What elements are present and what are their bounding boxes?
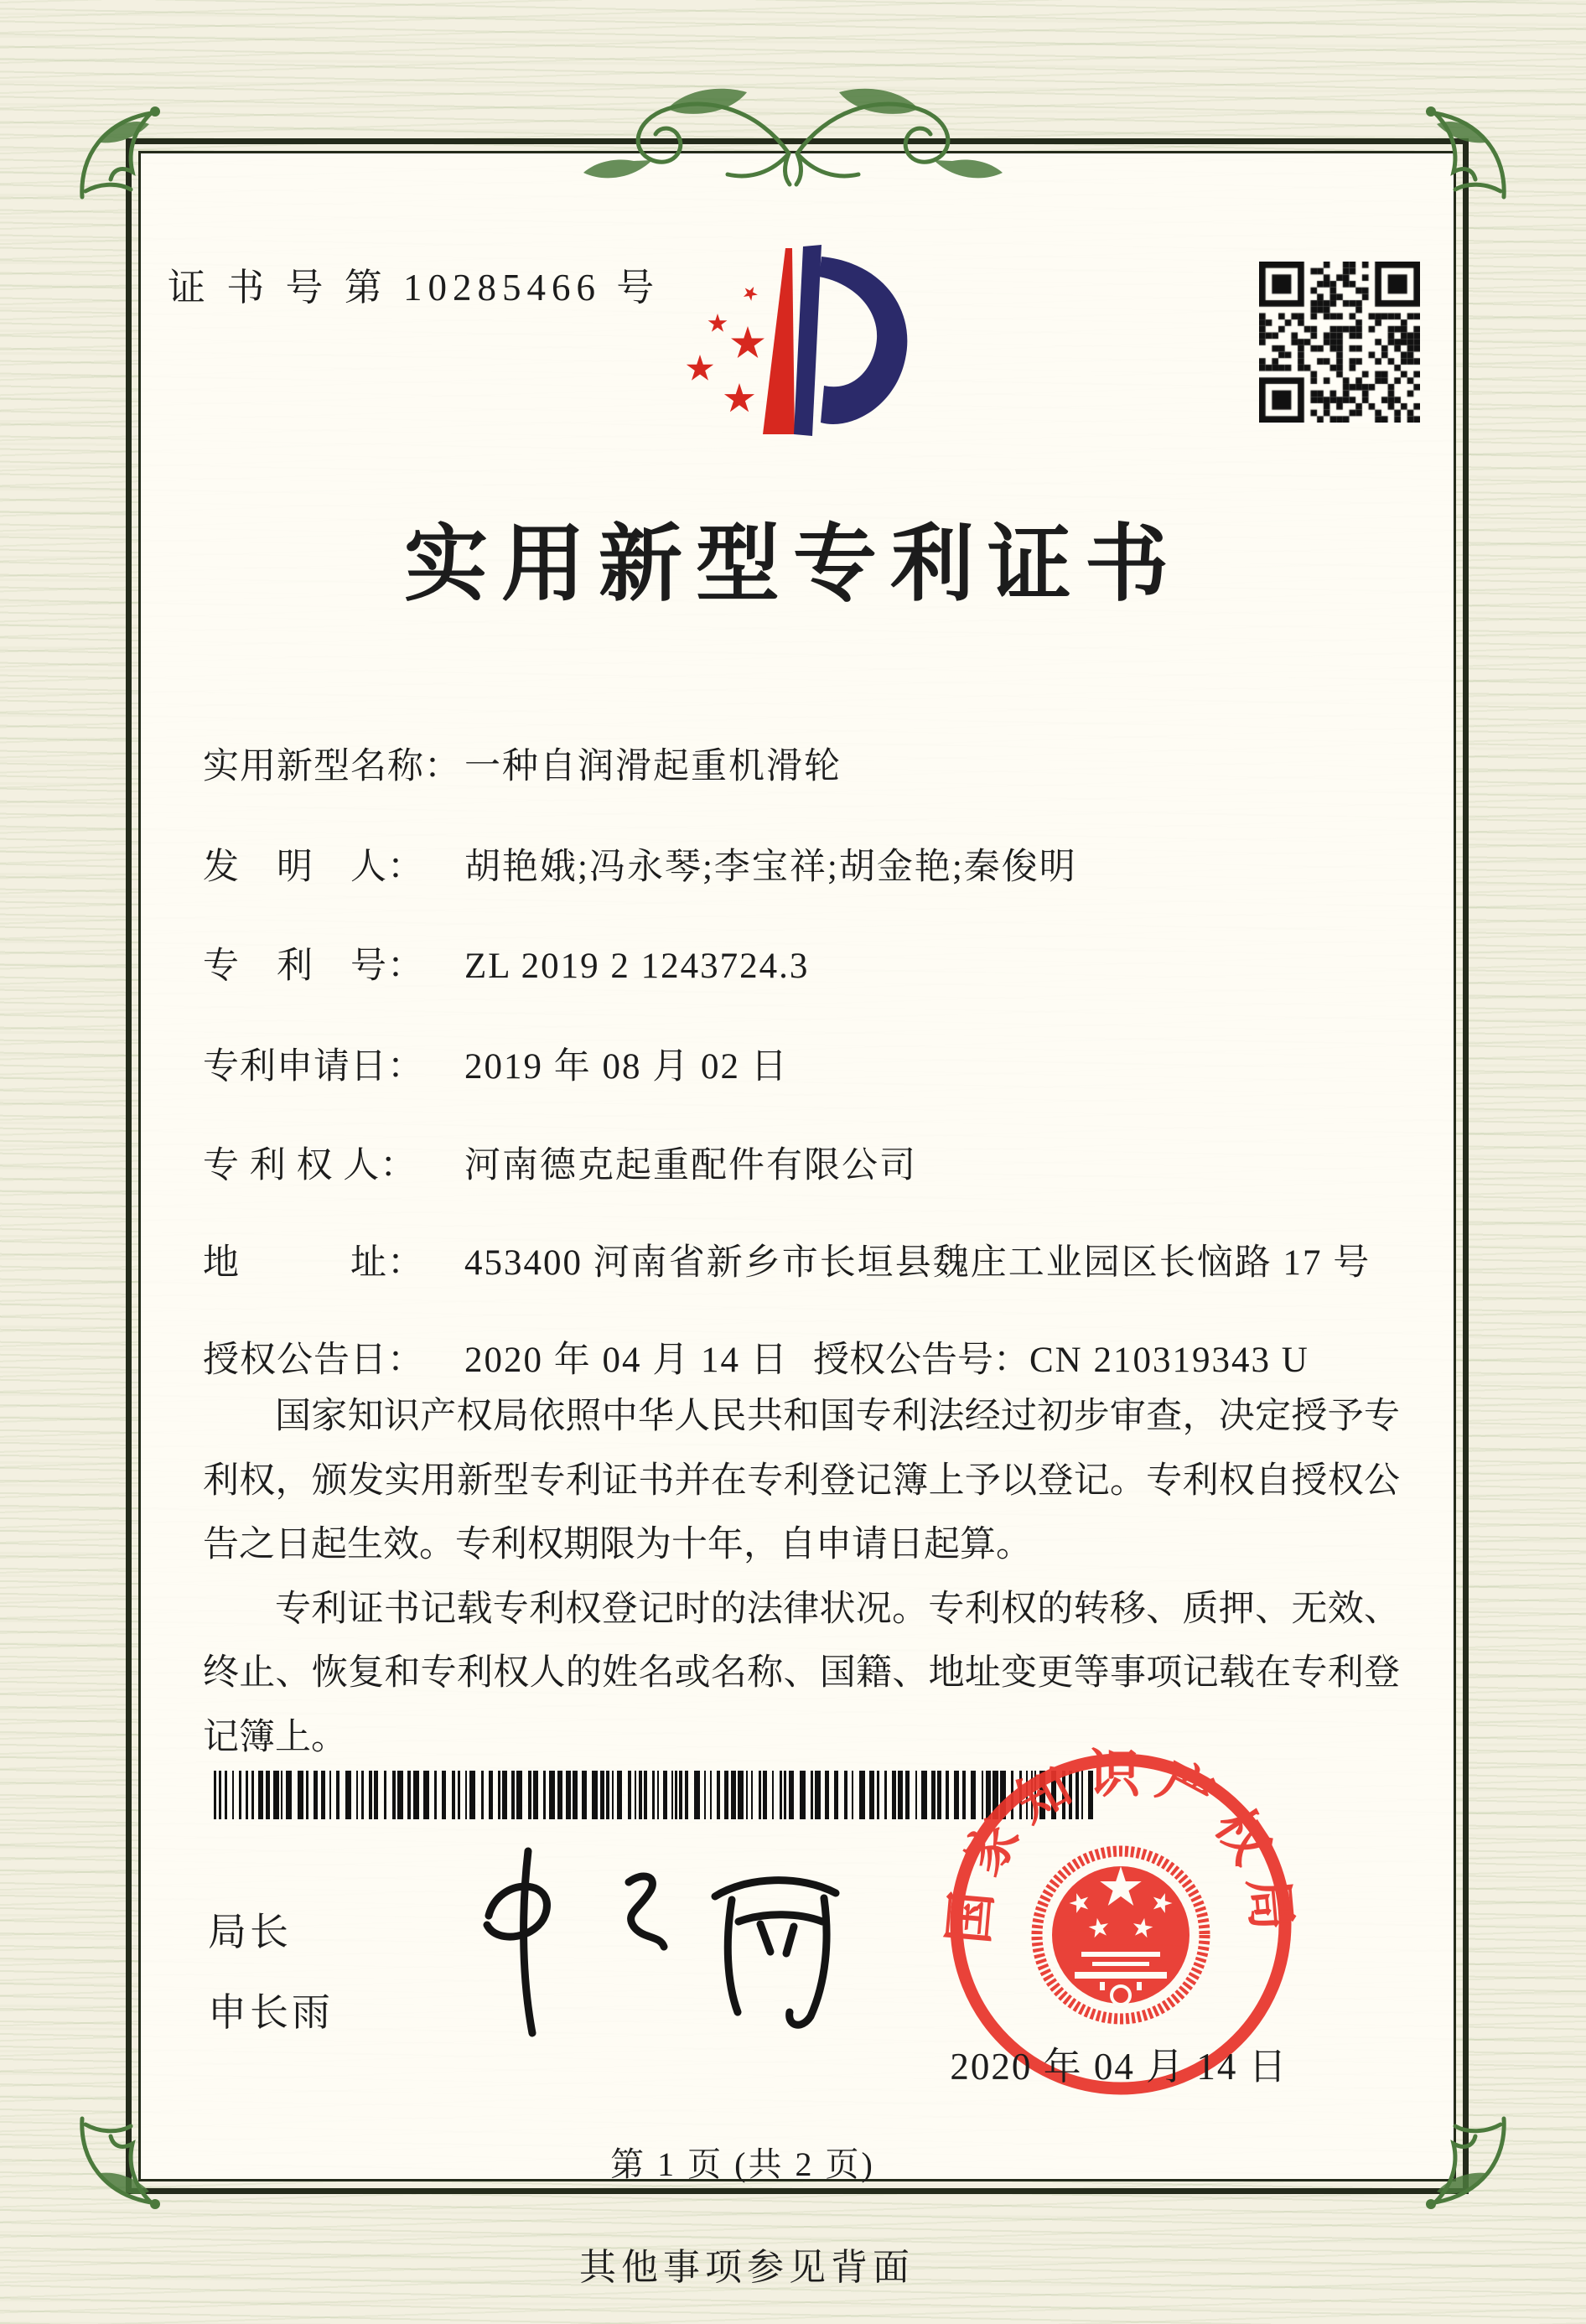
field-value: ZL 2019 2 1243724.3 [464, 947, 810, 986]
field-value: 一种自润滑起重机滑轮 [464, 747, 842, 786]
legal-paragraph-1: 国家知识产权局依照中华人民共和国专利法经过初步审查，决定授予专利权，颁发实用新型专利证书并在专利登记簿上予以登记。专利权自授权公告之日起生效。专利权期限为十年，自申请日起算。 [203, 1397, 1400, 1565]
field-label: 发 明 人： [203, 848, 424, 887]
field-label: 地 址： [203, 1243, 424, 1283]
field-row-address [203, 1234, 1418, 1285]
field-label: 专 利 号： [203, 947, 424, 986]
legal-text-block [203, 1385, 1400, 1770]
certificate-title: 实用新型专利证书 [404, 518, 1182, 611]
field-row-inventors [203, 838, 1418, 890]
page-number: 第 1 页 (共 2 页) [610, 2145, 875, 2183]
field-label: 实用新型名称： [203, 747, 461, 786]
legal-paragraph-2: 专利证书记载专利权登记时的法律状况。专利权的转移、质押、无效、终止、恢复和专利权人的姓名或名称、国籍、地址变更等事项记载在专利登记簿上。 [203, 1589, 1400, 1757]
field-label: 授权公告号： [813, 1341, 1029, 1380]
certificate-number: 证 书 号 第 10285466 号 [168, 267, 661, 309]
director-block [208, 1901, 334, 2062]
field-value: 胡艳娥;冯永琴;李宝祥;胡金艳;秦俊明 [464, 848, 1077, 887]
back-note: 其他事项参见背面 [579, 2247, 915, 2288]
field-row-patent-no [203, 937, 1418, 988]
director-title: 局长 [208, 1911, 292, 1953]
field-row-name [203, 738, 1418, 789]
field-row-patentee [203, 1137, 1418, 1188]
cnipa-logo [686, 241, 920, 451]
field-value: 2020 年 04 月 14 日 [464, 1341, 789, 1380]
handwritten-signature [448, 1844, 884, 2054]
qr-code [1259, 262, 1420, 423]
national-emblem [1037, 1851, 1205, 2019]
field-label: 授权公告日： [203, 1341, 424, 1380]
field-label: 专 利 权 人： [203, 1146, 417, 1185]
field-row-grant [203, 1331, 1418, 1382]
field-value: 2019 年 08 月 02 日 [464, 1047, 789, 1087]
field-label: 专利申请日： [203, 1047, 424, 1087]
director-name: 申长雨 [208, 1991, 334, 2034]
field-value: CN 210319343 U [1029, 1341, 1309, 1380]
seal-date: 2020 年 04 月 14 日 [950, 2046, 1288, 2088]
field-row-filing-date [203, 1038, 1418, 1089]
field-value: 河南德克起重配件有限公司 [464, 1146, 917, 1185]
seal-text: 国家知识产权局 [941, 1746, 1301, 1947]
field-value: 453400 河南省新乡市长垣县魏庄工业园区长恼路 17 号 [464, 1243, 1371, 1283]
